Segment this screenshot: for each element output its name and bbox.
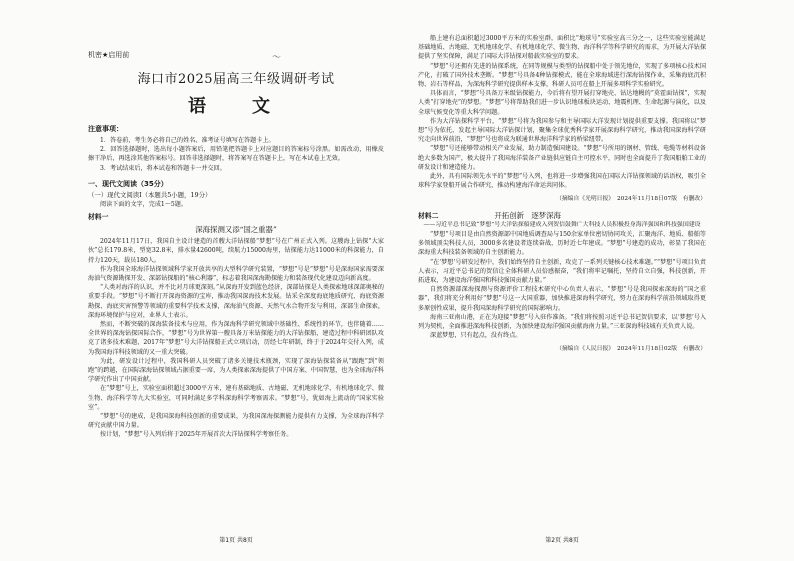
- article-paragraph: 然而，不断突破的深海装备技术与应用，作为深海科学研究领域中基础性、系统性的环节，也伴随着……全世界的深海钻探国际合作，“梦想”号为世界第一艘具备万米钻探能力的大洋钻探船，建造过程中科研团队攻克了诸多技术难题，2017年“梦想”号大洋钻探船正式立项启动，历经七年研制，终于于2024年交付入列，成为我国海洋科技领域的又一重大突破。: [88, 321, 384, 356]
- handwritten-mark: 〜: [272, 53, 282, 63]
- subject-title: 语 文: [188, 96, 284, 117]
- article-paragraph: 船上建有总面积超过3000平方米的实验室群，面积比“地球号”实验室高三分之一，这些实验室能满足基础地质、古地磁、无机地球化学、有机地球化学、微生物、海洋科学等科学研究的需求，为开展大洋钻探提供了坚实保障，满足了国际大洋钻探对船载实验室的要求。: [418, 35, 706, 61]
- page-footer-left: 第1页 共8页: [219, 537, 253, 544]
- page-footer-right: 第2页 共8页: [545, 537, 579, 544]
- article-paragraph: 深蓝梦想，只有起点，没有终点。: [430, 332, 522, 340]
- note-item: 2．回答选择题时，选出每小题答案后，用铅笔把答题卡上对应题目的答案标号涂黑。如需改动，用橡皮擦干净后，再选涂其他答案标号。回答非选择题时，将答案写在答题卡上，写在本试卷上无效。: [88, 146, 384, 163]
- notes-heading: 注意事项：: [88, 125, 123, 133]
- source-citation-one: （摘编自《光明日报》 2024年11月18日07版 有删改）: [556, 196, 706, 203]
- article-paragraph: “梦想”号还能够带动相关产业发展，助力制造强国建设。“梦想”号所用的钢材、管线、电缆等材料设备绝大多数为国产，极大提升了我国海洋装备产业链供应链自主可控水平，同时也全面提升了我国船舶工业的研发设计和建造能力。: [418, 145, 706, 171]
- material-two-title: 开拓创新 逐梦深海: [494, 211, 561, 221]
- confidential-tag: 机密★启用前: [88, 51, 130, 59]
- article-paragraph: 在“梦想”号上，实验室面积超过3000平方米，建有基础地质、古地磁、无机地球化学、有机地球化学、微生物、海洋科学等九大实验室，可同时满足多学科深海科学考察需求。“梦想”号，犹如海上流动的“国家实验室”。: [88, 385, 384, 411]
- note-item: 1．答卷前，考生务必将自己的姓名、准考证号填写在答题卡上。: [100, 137, 275, 144]
- section-heading: 一、现代文阅读（35分）: [88, 179, 168, 188]
- article-paragraph: “梦想”号的建成，是我国深海科技创新的重要成果，为我国深海探测能力提供有力支撑，为全球海洋科学研究贡献中国力量。: [88, 413, 384, 430]
- article-paragraph: “人类对海洋的认识，并不比对月球更深刻。”从深海开发到蓝色经济，深部钻探是人类探索地球深部奥秘的重要手段。“梦想”号不断打开深海资源的宝库，推动我国深海技术发展。钻采全深度海底地质研究、海底资源勘探、海底灾害预警等领域的重要科学技术支撑，深海油气资源、天然气水合物开发与利用，深部生命探索，深海环境保护与应对，业界人士表示。: [88, 284, 384, 319]
- article-paragraph: 海南三亚南山港，正在为迎接“梦想”号入驻作准备。“我们将按照习近平总书记贺信要求，以‘梦想’号入列为契机，全面推进深海科技创新，为加快建设海洋强国贡献海南力量。”三亚深海科技城有关负责人说。: [418, 313, 706, 330]
- article-paragraph: 按计划，“梦想”号入列后将于2025年开展首次大洋钻探科学考察任务。: [100, 431, 293, 439]
- article-paragraph: 具体而言，“梦想”号具备万米级钻探能力，今后将有望开展打穿地壳、钻达地幔的“莫霍面钻探”，实现人类“打穿地壳”的梦想。“梦想”号将帮助我们进一步认识地球板块运动、地震机理、生命起源与演化，以及全球气候变化等重大科学问题。: [418, 90, 706, 116]
- page-two: [418, 34, 706, 550]
- article-paragraph: 作为大洋钻探科学平台，“梦想”号将为我国参与和主导国际大洋发现计划提供重要支撑。我国将以“梦想”号为依托，发起主导国际大洋钻探计划，聚集全球优秀科学家开展深海科学研究，推动我国深海科学研究走向世界前沿，“梦想”号也将成为联通世界海洋科学家的桥梁纽带。: [418, 117, 706, 144]
- page-one: [88, 34, 384, 550]
- part-heading: （一）现代文阅读Ⅰ（本题共5小题，19分）: [88, 190, 212, 199]
- material-two-subtitle: ——习近平总书记致“梦想”号大洋钻探船建成入列贺信鼓舞广大科技人员积极投身海洋强国和科技强国建设: [423, 222, 701, 229]
- article-paragraph: “梦想”号还拥有先进的钻探系统，在同等规模与类型的钻探船中处于领先地位，实现了多项核心技术国产化，打破了国外技术垄断。“梦想”号具备4种钻探模式，能在全球海域进行深海钻探作业，采集海底沉积物、岩石等样品，为深海科学研究提供样本支撑，科研人员可在船上开展多项科学实验研究。: [418, 62, 706, 89]
- reading-instruction: 阅读下面的文字，完成1～5题。: [100, 201, 187, 209]
- article-paragraph: 自然资源部深海探测与资源评价工程技术研究中心负责人表示，“梦想”号是我国探索深海的“国之重器”，我们将充分利用好“梦想”号这一大国重器，加快推进深海科学研究，努力在深海科学前沿领域取得更多原创性成果，提升我国深海科学研究的国际影响力。: [418, 286, 706, 312]
- material-one-title: 深海探测又添“国之重器”: [195, 225, 277, 235]
- source-citation-two: （摘编自《人民日报》 2024年11月18日02版 有删改）: [556, 346, 706, 353]
- article-paragraph: “梦想”号项目是由自然资源部中国地质调查局与150余家单位密切协同攻关，汇聚海洋、地质、船舶等多领域顶尖科技人员，3000多名建设者连续奋战，历时近七年建成。“梦想”号建造的成功，彰显了我国在深海重大科技装备领域的自主创新能力。: [418, 230, 706, 257]
- article-paragraph: 为此，研发设计过程中，我国科研人员突破了诸多关键技术瓶颈，实现了深海钻探装备从“跟跑”到“领跑”的跨越，在国际深海钻探领域占据重要一席，为人类探索深海提供了中国方案、中国智慧，也为全球海洋科学研究作出了中国贡献。: [88, 357, 384, 384]
- material-two-label: 材料二: [418, 212, 439, 221]
- material-one-label: 材料一: [88, 213, 109, 222]
- article-paragraph: 此外，具有国际领先水平的“梦想”号入列，也将进一步增强我国在国际大洋钻探领域的话语权，吸引全球科学家登船开展合作研究，推动构建海洋命运共同体。: [418, 173, 706, 190]
- article-paragraph: 2024年11月17日，我国自主设计建造的首艘大洋钻探船“梦想”号在广州正式入列。这艘海上钻探“大家伙”总长179.8米，型宽32.8米，排水量42600吨，续航力15000海里，钻探能力达11000米的科深能力，自持力120天，载员180人。: [88, 238, 384, 264]
- exam-title: 海口市2025届高三年级调研考试: [137, 72, 335, 87]
- material-two-header: [418, 208, 706, 221]
- article-paragraph: 作为我国全球海洋钻探领域科学家开放共享的大型科学研究装置，“梦想”号是“梦想”号是深海国家需要深海油气资源勘探开发、深部钻探船的“核心利器”，标志着我国深海勘探能力和装备现代化建设迈向新高度。: [88, 265, 384, 283]
- note-item: 3．考试结束后，将本试卷和答题卡一并交回。: [100, 164, 226, 172]
- article-paragraph: “在‘梦想’号研发过程中，我们始终坚持自主创新，攻克了一系列关键核心技术难题。”“梦想”号项目负责人表示，习近平总书记的贺信让全体科研人员倍感振奋，“我们将牢记嘱托，坚持自立自强，科技创新，开拓进取，为建设海洋强国和科技强国贡献力量。”: [418, 258, 706, 284]
